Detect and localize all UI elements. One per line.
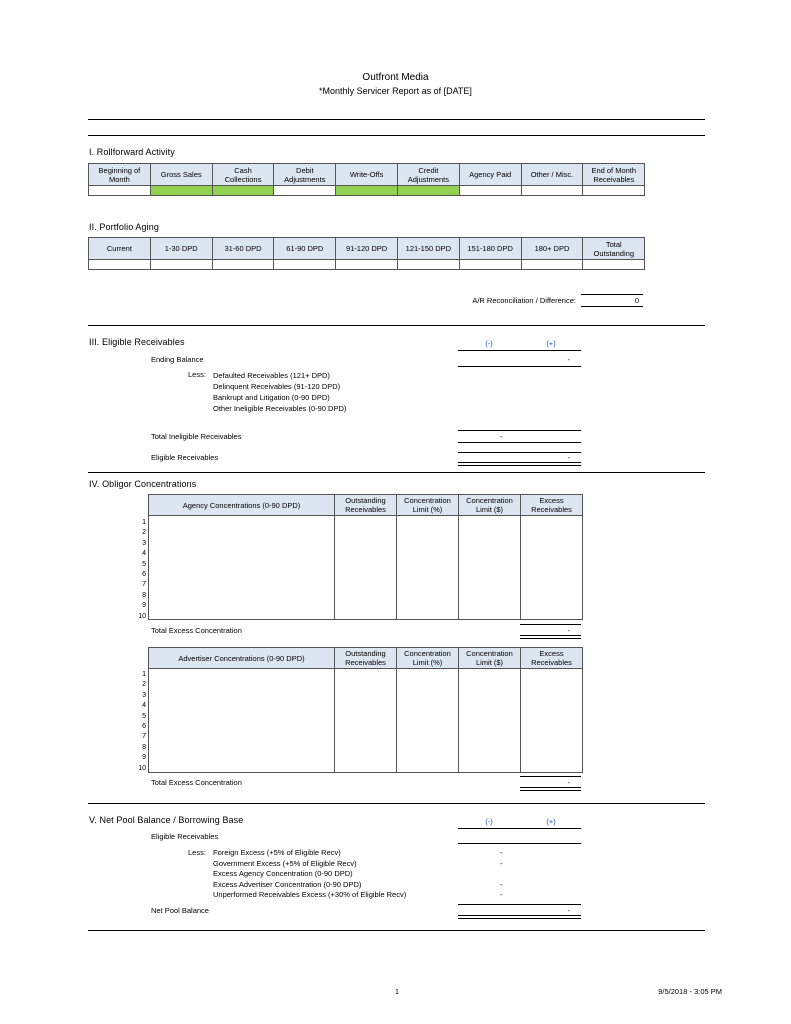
- total-ineligible-label: Total Ineligible Receivables: [151, 432, 242, 441]
- divider: [458, 430, 581, 431]
- rollforward-col-header: Debit Adjustments: [274, 164, 336, 186]
- row-number: 10: [138, 764, 146, 772]
- double-underline: [458, 915, 581, 919]
- section-title-rollforward: I. Rollforward Activity: [89, 147, 175, 157]
- page-number: 1: [394, 987, 400, 996]
- row-number: 5: [142, 560, 146, 568]
- row-number: 8: [142, 591, 146, 599]
- row-number: 4: [142, 702, 146, 710]
- ending-balance-value: -: [567, 355, 570, 364]
- timestamp: 9/5/2018 - 3:05 PM: [658, 987, 722, 996]
- list-value: -: [500, 858, 503, 868]
- list-item: Excess Advertiser Concentration (0-90 DPD): [213, 879, 362, 889]
- cell[interactable]: [336, 186, 398, 196]
- row-number: 3: [142, 539, 146, 547]
- row-number: 2: [142, 529, 146, 537]
- cell[interactable]: [459, 669, 521, 773]
- rollforward-col-header: Agency Paid: [459, 164, 521, 186]
- cell[interactable]: [149, 669, 335, 773]
- cell[interactable]: [583, 260, 645, 270]
- cell[interactable]: [397, 260, 459, 270]
- col-limit-pct: Concentration Limit (%): [397, 495, 459, 516]
- cell[interactable]: [397, 516, 459, 620]
- list-value: -: [500, 890, 503, 899]
- list-value: -: [500, 848, 503, 857]
- agency-header: Agency Concentrations (0-90 DPD): [149, 495, 335, 516]
- total-excess-adv-value: -: [567, 778, 570, 787]
- list-item: Foreign Excess (+5% of Eligible Recv): [213, 848, 341, 857]
- cell[interactable]: [274, 260, 336, 270]
- divider: [458, 828, 581, 829]
- ending-balance-label: Ending Balance: [151, 355, 204, 364]
- divider: [458, 843, 581, 844]
- cell[interactable]: [459, 186, 521, 196]
- col-plus: (+): [546, 339, 556, 348]
- row-number: 2: [142, 681, 146, 689]
- list-item: Government Excess (+5% of Eligible Recv): [213, 858, 357, 868]
- total-excess-label: Total Excess Concentration: [151, 626, 242, 635]
- net-pool-balance-label: Net Pool Balance: [151, 906, 209, 915]
- divider: [88, 325, 705, 326]
- rollforward-col-header: Write-Offs: [336, 164, 398, 186]
- less-label: Less:: [188, 848, 206, 857]
- section-title-aging: II. Portfolio Aging: [89, 222, 159, 232]
- aging-col-header: 151-180 DPD: [459, 238, 521, 260]
- row-number: 1: [142, 519, 146, 526]
- row-number: 4: [142, 550, 146, 558]
- cell[interactable]: [89, 260, 151, 270]
- list-item: Delinquent Receivables (91-120 DPD): [213, 382, 341, 391]
- cell[interactable]: [397, 186, 459, 196]
- ineligible-list: [213, 370, 346, 414]
- less-label: Less:: [188, 370, 206, 379]
- rollforward-col-header: Beginning of Month: [89, 164, 151, 186]
- cell[interactable]: [583, 186, 645, 196]
- col-outstanding: Outstanding Receivables: [335, 648, 397, 669]
- cell[interactable]: [335, 669, 397, 773]
- eligible-receivables-label: Eligible Receivables: [151, 453, 219, 462]
- total-ineligible-value: -: [500, 432, 503, 441]
- cell[interactable]: [459, 516, 521, 620]
- reconciliation-value: 0: [634, 296, 639, 305]
- divider: [88, 135, 705, 136]
- divider: [458, 366, 581, 367]
- divider: [88, 930, 705, 931]
- divider: [581, 294, 643, 295]
- col-excess: Excess Receivables: [521, 648, 583, 669]
- row-number: 1: [142, 671, 146, 678]
- col-limit-usd: Concentration Limit ($): [459, 648, 521, 669]
- aging-table: [88, 237, 645, 270]
- divider: [88, 119, 705, 120]
- row-number: 9: [142, 602, 146, 610]
- row-number: 8: [142, 743, 146, 751]
- agency-concentration-table: [148, 494, 583, 620]
- rollforward-col-header: Other / Misc.: [521, 164, 583, 186]
- row-number: 7: [142, 581, 146, 589]
- divider: [88, 803, 705, 804]
- aging-col-header: Total Outstanding: [583, 238, 645, 260]
- col-excess: Excess Receivables: [521, 495, 583, 516]
- cell[interactable]: [149, 516, 335, 620]
- col-minus: (-): [485, 817, 493, 826]
- cell[interactable]: [521, 260, 583, 270]
- divider: [88, 472, 705, 473]
- aging-col-header: Current: [89, 238, 151, 260]
- section-title-netpool: V. Net Pool Balance / Borrowing Base: [89, 815, 244, 825]
- row-number: 5: [142, 712, 146, 720]
- divider: [520, 776, 581, 777]
- cell[interactable]: [459, 260, 521, 270]
- cell[interactable]: [212, 186, 274, 196]
- rollforward-col-header: Cash Collections: [212, 164, 274, 186]
- cell[interactable]: [335, 516, 397, 620]
- cell[interactable]: [521, 669, 583, 773]
- list-value: [500, 869, 510, 880]
- col-limit-usd: Concentration Limit ($): [459, 495, 521, 516]
- aging-col-header: 180+ DPD: [521, 238, 583, 260]
- cell[interactable]: [521, 516, 583, 620]
- cell[interactable]: [336, 260, 398, 270]
- cell[interactable]: [150, 186, 212, 196]
- divider: [520, 624, 581, 625]
- np-eligible-label: Eligible Receivables: [151, 832, 219, 841]
- double-underline: [458, 462, 581, 466]
- aging-col-header: 61-90 DPD: [274, 238, 336, 260]
- cell[interactable]: [212, 260, 274, 270]
- total-excess-adv-label: Total Excess Concentration: [151, 778, 242, 787]
- divider: [581, 306, 643, 307]
- list-item: Excess Agency Concentration (0-90 DPD): [213, 869, 353, 878]
- list-item: Unperformed Receivables Excess (+30% of Eligible Recv): [213, 890, 407, 899]
- company-name: Outfront Media: [362, 72, 429, 83]
- list-value: -: [500, 879, 503, 889]
- rollforward-col-header: Credit Adjustments: [397, 164, 459, 186]
- row-number: 10: [138, 612, 146, 620]
- double-underline: [520, 787, 581, 791]
- aging-col-header: 91-120 DPD: [336, 238, 398, 260]
- agency-row-numbers: [136, 518, 146, 622]
- cell[interactable]: [521, 186, 583, 196]
- reconciliation-label: A/R Reconciliation / Difference:: [472, 296, 576, 305]
- divider: [458, 442, 581, 443]
- divider: [458, 350, 581, 351]
- rollforward-col-header: Gross Sales: [150, 164, 212, 186]
- row-number: 6: [142, 722, 146, 730]
- total-excess-value: -: [567, 626, 570, 635]
- row-number: 6: [142, 570, 146, 578]
- col-outstanding: Outstanding Receivables: [335, 495, 397, 516]
- aging-col-header: 31-60 DPD: [212, 238, 274, 260]
- netpool-values: [500, 848, 510, 901]
- double-underline: [520, 635, 581, 639]
- section-title-eligible: III. Eligible Receivables: [89, 337, 185, 347]
- col-plus: (+): [546, 817, 556, 826]
- advertiser-row-numbers: [136, 670, 146, 774]
- netpool-list: [213, 848, 406, 901]
- advertiser-concentration-table: [148, 647, 583, 773]
- cell[interactable]: [274, 186, 336, 196]
- aging-col-header: 1-30 DPD: [150, 238, 212, 260]
- cell[interactable]: [89, 186, 151, 196]
- rollforward-table: [88, 163, 645, 196]
- cell[interactable]: [397, 669, 459, 773]
- eligible-receivables-value: -: [567, 453, 570, 462]
- rollforward-col-header: End of Month Receivables: [583, 164, 645, 186]
- cell[interactable]: [150, 260, 212, 270]
- list-item: Defaulted Receivables (121+ DPD): [213, 371, 330, 380]
- col-minus: (-): [485, 339, 493, 348]
- col-limit-pct: Concentration Limit (%): [397, 648, 459, 669]
- row-number: 3: [142, 691, 146, 699]
- list-item: Other Ineligible Receivables (0-90 DPD): [213, 404, 347, 413]
- aging-col-header: 121-150 DPD: [397, 238, 459, 260]
- list-item: Bankrupt and Litigation (0-90 DPD): [213, 393, 330, 402]
- row-number: 9: [142, 754, 146, 762]
- advertiser-header: Advertiser Concentrations (0-90 DPD): [149, 648, 335, 669]
- net-pool-balance-value: -: [567, 906, 570, 915]
- section-title-obligor: IV. Obligor Concentrations: [89, 479, 197, 489]
- row-number: 7: [142, 733, 146, 741]
- divider: [458, 904, 581, 905]
- report-subtitle: *Monthly Servicer Report as of [DATE]: [319, 86, 472, 96]
